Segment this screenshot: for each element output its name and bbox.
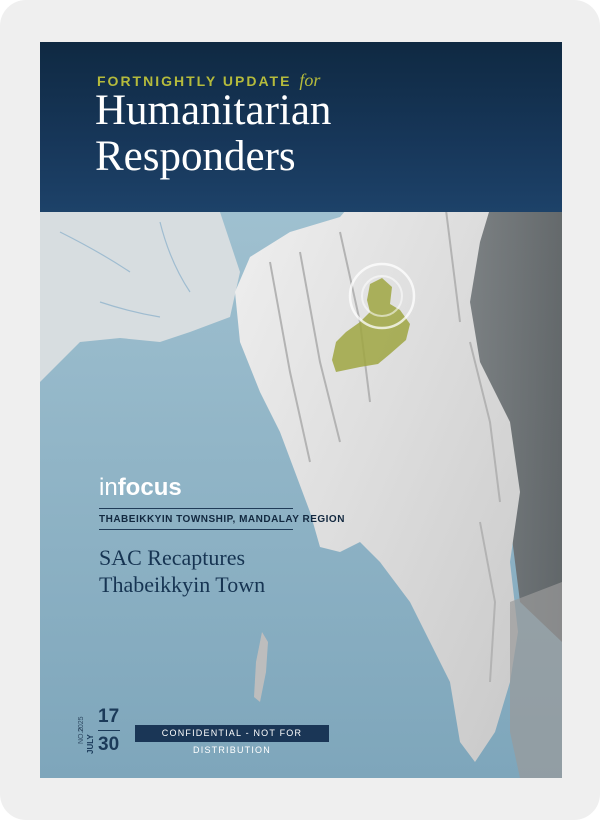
location-label: THABEIKKYIN TOWNSHIP, MANDALAY REGION <box>99 514 345 525</box>
headline-line-1: SAC Recaptures <box>99 545 246 570</box>
kicker-text: FORTNIGHTLY UPDATE <box>97 73 292 89</box>
issue-number: NO.2 <box>78 727 85 744</box>
thailand-coast <box>510 582 562 778</box>
kicker-for: for <box>299 70 321 90</box>
report-cover <box>40 42 562 778</box>
date-end: 30 <box>98 734 120 755</box>
section-rule-top <box>99 508 293 509</box>
confidential-badge: CONFIDENTIAL - NOT FOR DISTRIBUTION <box>135 725 329 742</box>
date-divider <box>98 730 120 731</box>
title-line-1: Humanitarian <box>95 87 332 134</box>
title-line-2: Responders <box>95 133 296 180</box>
issue-year: 2025 <box>78 716 85 732</box>
date-start: 17 <box>98 706 120 727</box>
headline <box>99 544 265 598</box>
headline-line-2: Thabeikkyin Town <box>99 572 266 597</box>
section-focus: focus <box>117 474 182 501</box>
title-banner <box>40 42 562 212</box>
section-rule-bottom <box>99 529 293 530</box>
issue-month: JULY <box>86 734 95 754</box>
report-title <box>95 88 331 180</box>
section-in: in <box>99 474 118 501</box>
section-label <box>99 474 182 502</box>
